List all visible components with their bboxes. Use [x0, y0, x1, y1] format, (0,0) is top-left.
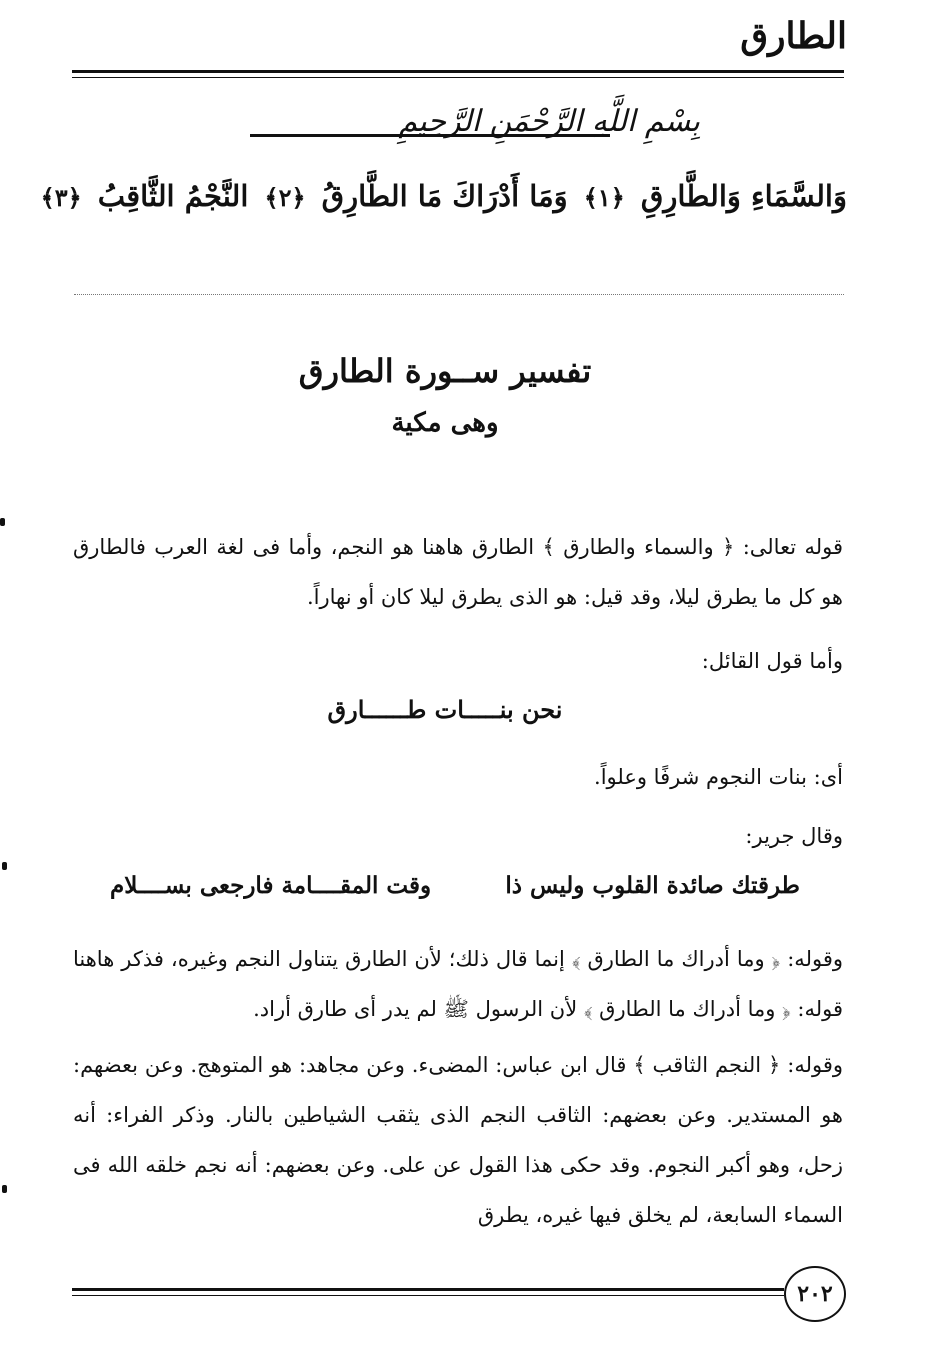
header-rule-thick: [72, 70, 844, 73]
header-rule-thin: [72, 77, 844, 78]
verse-2-text: وَمَا أَدْرَاكَ مَا الطَّارِقُ: [321, 179, 568, 213]
paragraph-4: وقال جرير:: [745, 824, 843, 848]
dotted-separator: [74, 294, 844, 295]
verse-3-text: النَّجْمُ الثَّاقِبُ: [97, 179, 249, 213]
quran-verses-line: [40, 176, 847, 217]
verse-1-text: وَالسَّمَاءِ وَالطَّارِقِ: [640, 179, 847, 213]
scan-mark: [2, 1185, 7, 1193]
poem-verse: [110, 872, 800, 916]
verse-1-number-marker: ﴿١﴾: [583, 183, 625, 212]
footer-rule-thick: [72, 1288, 784, 1291]
scan-mark: [2, 862, 7, 870]
verse-3-number-marker: ﴿٣﴾: [40, 183, 82, 212]
paragraph-2: وأما قول القائل:: [701, 649, 843, 673]
paragraph-3: أى: بنات النجوم شرفًا وعلواً.: [594, 765, 843, 789]
scan-mark: [0, 518, 5, 526]
footer-rule-thin: [72, 1295, 784, 1296]
poem-second-hemistich: وقت المقــــامة فارجعى بســــلام: [110, 872, 432, 899]
poem-first-hemistich: طرقتك صائدة القلوب وليس ذا: [505, 872, 800, 899]
basmala-calligraphy: [180, 98, 700, 156]
paragraph-6: وقوله: ﴿ النجم الثاقب ﴾ قال ابن عباس: المضىء. وعن مجاهد: هو المتوهج. وعن بعضهم: هو المستدير. وعن بعضهم: الثاقب النجم الذى يثقب الشياطين بالنار. وذكر الفراء: أنه زحل، وهو أكبر النجوم. وقد حكى هذا القول عن على. وعن بعضهم: أنه نجم خلقه الله فى السماء السابعة، لم يخلق فيها غيره، يطرق: [73, 1053, 843, 1227]
page-number-badge: ٢٠٢: [784, 1266, 846, 1322]
verse-2-number-marker: ﴿٢﴾: [264, 183, 306, 212]
basmala-text: بِسْمِ اللَّهِ الرَّحْمَنِ الرَّحِيمِ: [398, 104, 700, 139]
paragraph-1: قوله تعالى: ﴿ والسماء والطارق ﴾ الطارق هاهنا هو النجم، وأما فى لغة العرب فالطارق هو كل ما يطرق ليلا، وقد قيل: هو الذى يطرق ليلا كان أو نهاراً.: [73, 535, 843, 609]
paragraph-5: وقوله: ﴿ وما أدراك ما الطارق ﴾ إنما قال ذلك؛ لأن الطارق يتناول النجم وغيره، فذكر هاهنا قوله: ﴿ وما أدراك ما الطارق ﴾ لأن الرسول ﷺ لم يدر أى طارق أراد.: [73, 947, 843, 1021]
basmala-extension-stroke: [250, 134, 610, 137]
surah-tafsir-title: تفسير ســورة الطارق: [298, 352, 592, 390]
surah-subtitle: وهى مكية: [391, 408, 499, 438]
running-header-title: الطارق: [740, 15, 847, 57]
quoted-verse: نحن بنـــــات طــــــارق: [327, 695, 563, 724]
